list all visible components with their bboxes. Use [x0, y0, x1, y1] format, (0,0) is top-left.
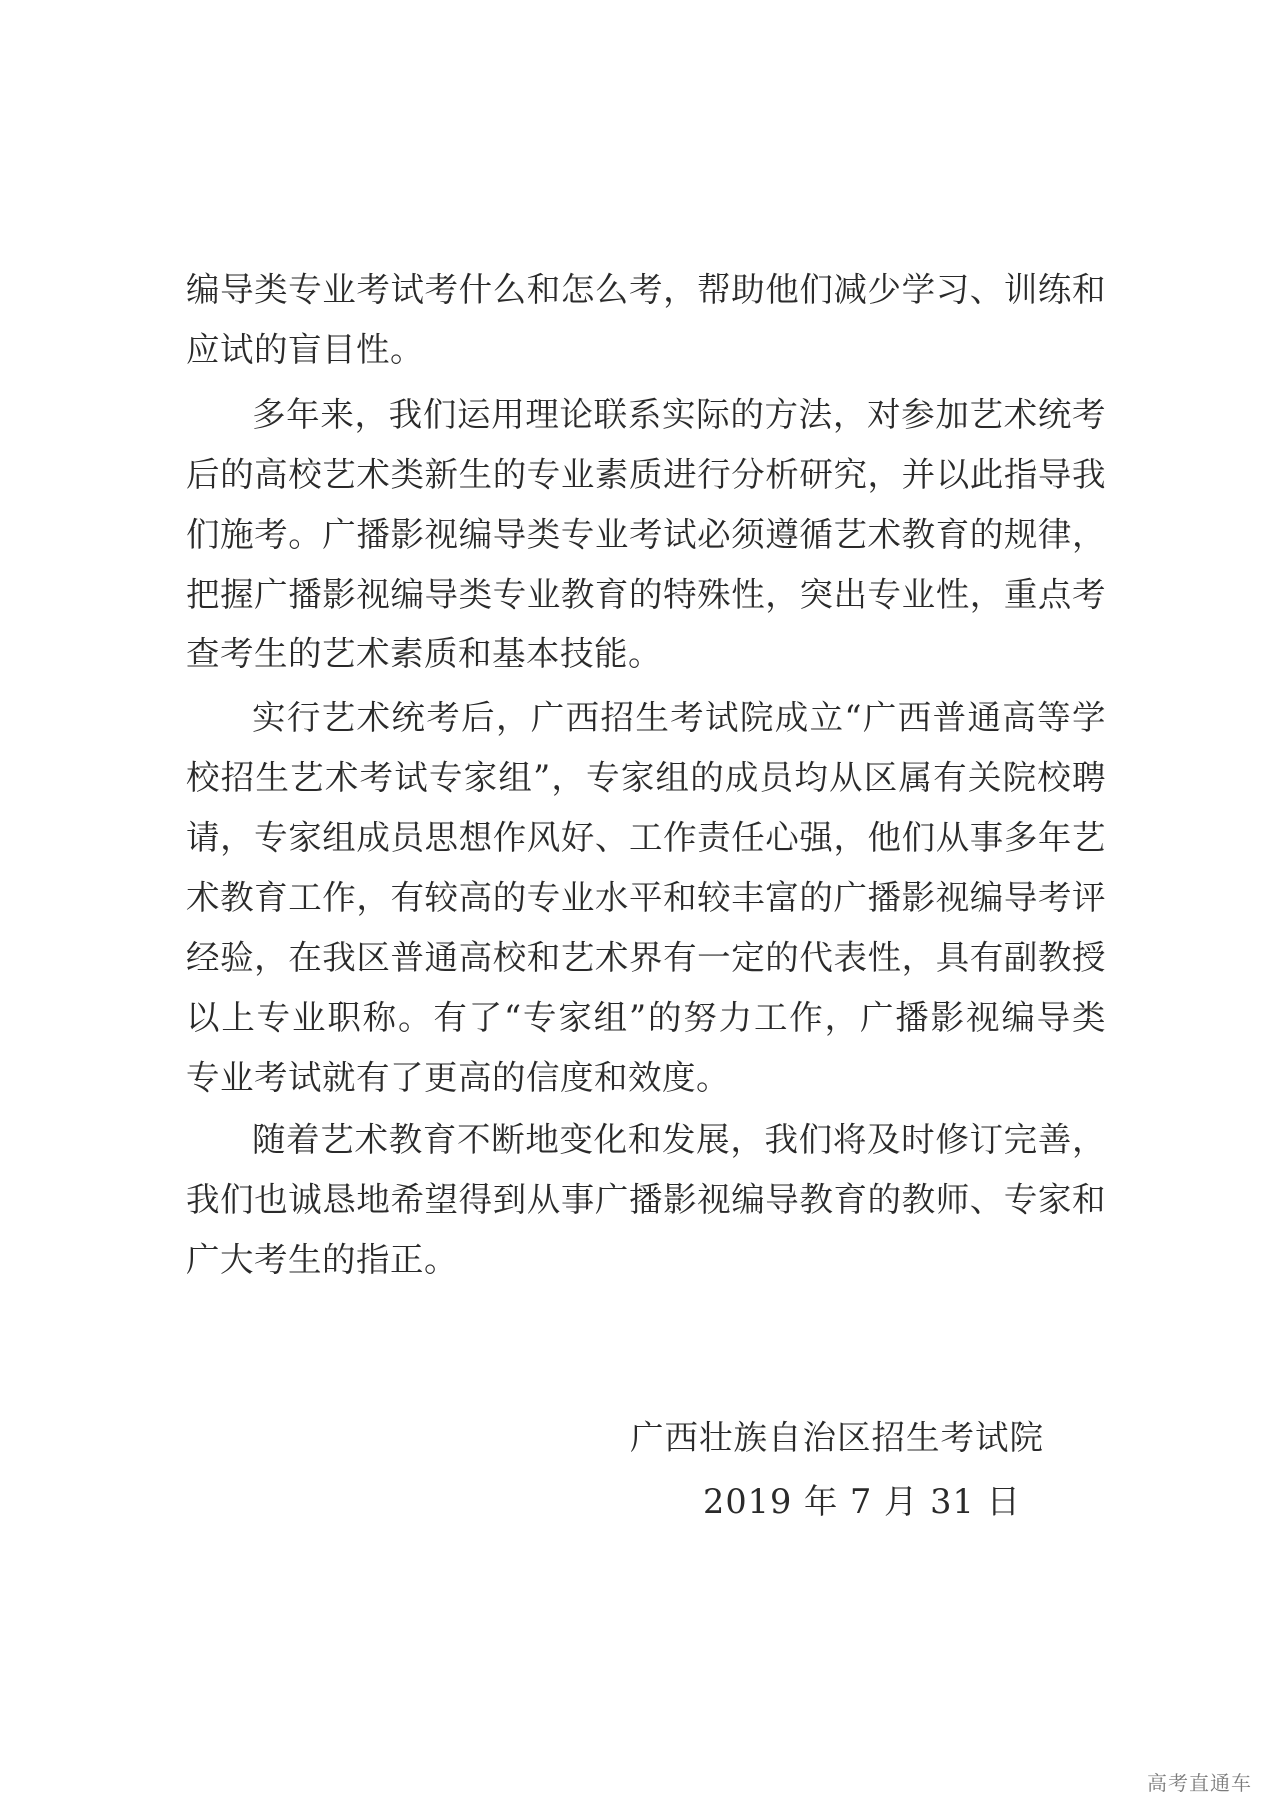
paragraph-3-line-7: 专业考试就有了更高的信度和效度。 [186, 1058, 730, 1097]
paragraph-1-line-1: 编导类专业考试考什么和怎么考，帮助他们减少学习、训练和 [186, 270, 1106, 309]
signature-date: 2019 年 7 月 31 日 [703, 1482, 1021, 1521]
paragraph-3-line-3: 请，专家组成员思想作风好、工作责任心强，他们从事多年艺 [186, 818, 1106, 857]
paragraph-3-line-4: 术教育工作，有较高的专业水平和较丰富的广播影视编导考评 [186, 878, 1106, 917]
paragraph-2-line-4: 把握广播影视编导类专业教育的特殊性，突出专业性，重点考 [186, 575, 1106, 614]
paragraph-3-line-5: 经验，在我区普通高校和艺术界有一定的代表性，具有副教授 [186, 938, 1106, 977]
paragraph-3-line-6: 以上专业职称。有了“专家组”的努力工作，广播影视编导类 [186, 998, 1106, 1037]
paragraph-2-line-1: 多年来，我们运用理论联系实际的方法，对参加艺术统考 [252, 395, 1106, 434]
paragraph-2-line-5: 查考生的艺术素质和基本技能。 [186, 634, 662, 673]
paragraph-4-line-1: 随着艺术教育不断地变化和发展，我们将及时修订完善， [252, 1120, 1106, 1159]
paragraph-2-line-3: 们施考。广播影视编导类专业考试必须遵循艺术教育的规律， [186, 515, 1106, 554]
signature-organization: 广西壮族自治区招生考试院 [630, 1418, 1044, 1457]
paragraph-1-line-2: 应试的盲目性。 [186, 330, 424, 369]
paragraph-4-line-3: 广大考生的指正。 [186, 1240, 458, 1279]
paragraph-4-line-2: 我们也诚恳地希望得到从事广播影视编导教育的教师、专家和 [186, 1180, 1106, 1219]
paragraph-3-line-1: 实行艺术统考后，广西招生考试院成立“广西普通高等学 [252, 698, 1106, 737]
paragraph-3-line-2: 校招生艺术考试专家组”，专家组的成员均从区属有关院校聘 [186, 758, 1106, 797]
paragraph-2-line-2: 后的高校艺术类新生的专业素质进行分析研究，并以此指导我 [186, 455, 1106, 494]
watermark-text: 高考直通车 [1147, 1771, 1252, 1795]
